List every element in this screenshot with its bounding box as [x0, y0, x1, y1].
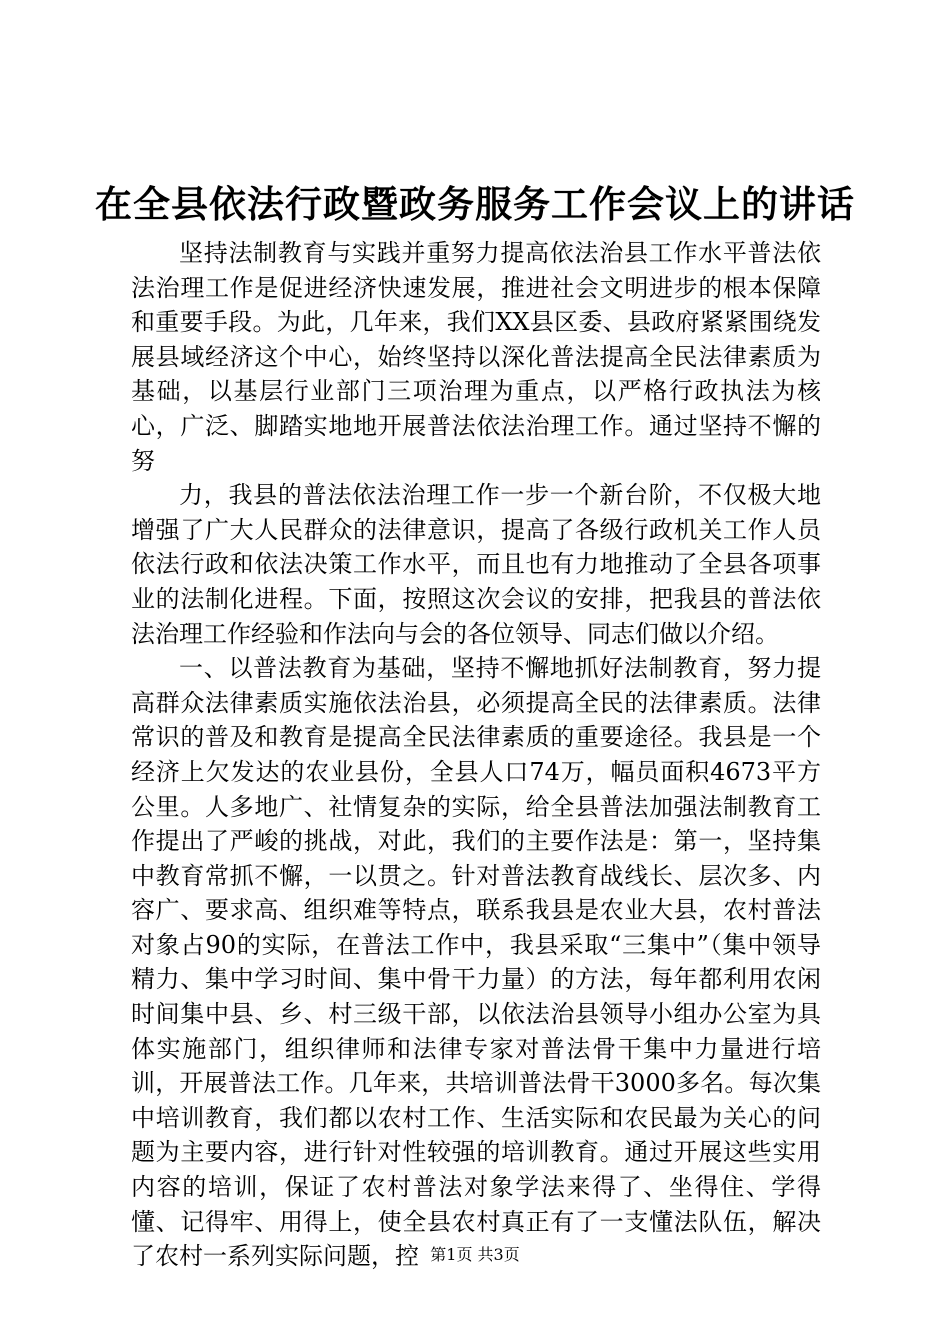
page-number-footer: 第1页 共3页 — [430, 1245, 520, 1264]
paragraph-1: 坚持法制教育与实践并重努力提高依法治县工作水平普法依法治理工作是促进经济快速发展，推进社会文明进步的根本保障和重要手段。为此，几年来，我们XX县区委、县政府紧紧围绕发展县域经济这个中心，始终坚持以深化普法提高全民法律素质为基础，以基层行业部门三项治理为重点，以严格行政执法为核心，广泛、脚踏实地地开展普法依法治理工作。通过坚持不懈的努 — [131, 239, 821, 475]
paragraph-2: 力，我县的普法依法治理工作一步一个新台阶，不仅极大地增强了广大人民群众的法律意识，提高了各级行政机关工作人员依法行政和依法决策工作水平，而且也有力地推动了全县各项事业的法制化进程。下面，按照这次会议的安排，把我县的普法依法治理工作经验和作法向与会的各位领导、同志们做以介绍。 — [131, 481, 821, 648]
document-title: 在全县依法行政暨政务服务工作会议上的讲话 — [95, 182, 855, 226]
paragraph-3: 一、以普法教育为基础，坚持不懈地抓好法制教育，努力提高群众法律素质实施依法治县，必须提高全民的法律素质。法律常识的普及和教育是提高全民法律素质的重要途径。我县是一个经济上欠发达的农业县份，全县人口74万，幅员面积4673平方公里。人多地广、社情复杂的实际，给全县普法加强法制教育工作提出了严峻的挑战，对此，我们的主要作法是：第一，坚持集中教育常抓不懈，一以贯之。针对普法教育战线长、层次多、内容广、要求高、组织难等特点，联系我县是农业大县，农村普法对象占90的实际，在普法工作中，我县采取“三集中”（集中领导精力、集中学习时间、集中骨干力量）的方法，每年都利用农闲时间集中县、乡、村三级干部，以依法治县领导小组办公室为具体实施部门，组织律师和法律专家对普法骨干集中力量进行培训，开展普法工作。几年来，共培训普法骨干3000多名。每次集中培训教育，我们都以农村工作、生活实际和农民最为关心的问题为主要内容，进行针对性较强的培训教育。通过开展这些实用内容的培训，保证了农村普法对象学法来得了、坐得住、学得懂、记得牢、用得上，使全县农村真正有了一支懂法队伍，解决了农村一系列实际问题，控 — [131, 654, 821, 1271]
document-body — [131, 236, 821, 1274]
